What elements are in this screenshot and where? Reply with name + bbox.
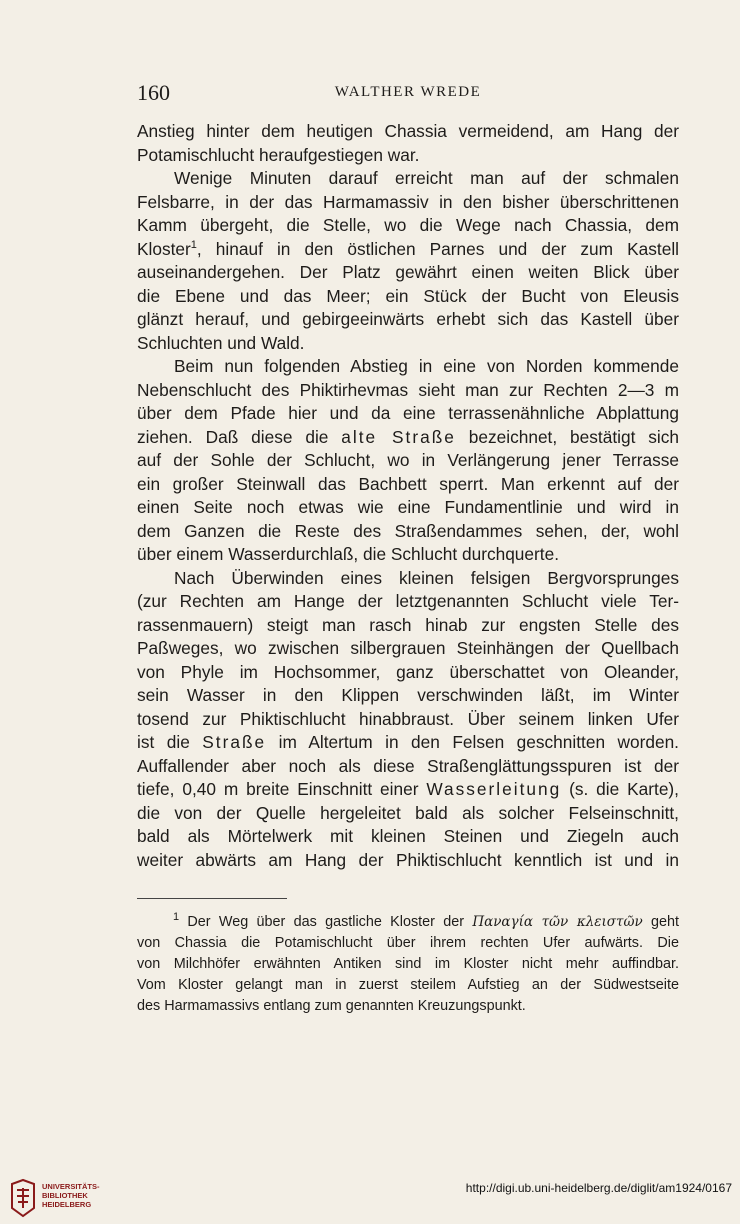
text-line: bald als Mörtelwerk mit kleinen Steinen und Ziegeln auch: [137, 826, 679, 846]
logo-line: HEIDELBERG: [42, 1200, 92, 1209]
text-line: Anstieg hinter dem heutigen Chassia vermeidend, am Hang der: [137, 121, 679, 141]
text-fragment: ziehen. Daß diese die: [137, 426, 342, 447]
library-seal-icon: [8, 1178, 38, 1218]
text-line: ein großer Steinwall das Bachbett sperrt. Man erkennt auf der: [137, 473, 679, 494]
text-line: über einem Wasserdurchlaß, die Schlucht durchquerte.: [137, 544, 559, 564]
text-line: [137, 426, 679, 450]
footnote-divider: [137, 898, 287, 899]
text-line: tosend zur Phiktischlucht hinabbraust. Über seinem linken Ufer: [137, 708, 679, 729]
text-line: Nebenschlucht des Phiktirhevmas sieht man zur Rechten 2—3 m: [137, 379, 679, 400]
footnote: [137, 912, 679, 1017]
footnote-line: [137, 912, 679, 933]
text-line: weiter abwärts am Hang der Phiktischlucht kenntlich ist und in: [137, 849, 679, 870]
text-line: [137, 238, 679, 262]
text-line: einen Seite noch etwas wie eine Fundamentlinie und wird in: [137, 497, 679, 517]
text-fragment: ist die: [137, 732, 203, 752]
text-fragment: Der Weg über das gastliche Kloster der: [179, 914, 473, 930]
text-fragment: tiefe, 0,40 m breite Einschnitt einer: [137, 779, 427, 799]
text-line: Paßweges, wo zwischen silbergrauen Steinhängen der Quellbach: [137, 638, 679, 658]
footnote-line: des Harmamassivs entlang zum genannten Kreuzungspunkt.: [137, 998, 526, 1014]
text-line: [137, 731, 679, 755]
text-line: über dem Pfade hier und da eine terrassenähnliche Abplattung: [137, 403, 679, 423]
text-fragment: Kloster: [137, 238, 191, 259]
text-line: Schluchten und Wald.: [137, 332, 305, 353]
footnote-ref[interactable]: 1: [190, 238, 197, 251]
spaced-emphasis: alte Straße: [341, 426, 456, 447]
text-line: Auffallender aber noch als diese Straßenglättungsspuren ist der: [137, 755, 679, 776]
text-fragment: bezeichnet, bestätigt sich: [455, 426, 679, 447]
footnote-line: Vom Kloster gelangt man in zuerst steilem Aufstieg an der Südwestseite: [137, 977, 679, 993]
text-line: Potamischlucht heraufgestiegen war.: [137, 144, 420, 165]
text-line: rassenmauern) steigt man rasch hinab zur engsten Stelle des: [137, 614, 679, 635]
spaced-emphasis: Wasserleitung: [426, 779, 562, 799]
source-url[interactable]: http://digi.ub.uni-heidelberg.de/diglit/am1924/0167: [465, 1181, 732, 1195]
body-text: [137, 120, 679, 872]
greek-text: Παναγία τῶν κλειστῶν: [472, 914, 643, 930]
text-fragment: geht: [642, 914, 679, 930]
text-line: glänzt herauf, und gebirgeeinwärts erhebt sich das Kastell über: [137, 309, 679, 329]
text-fragment: , hinauf in den östlichen Parnes und der zum Kastell: [196, 238, 679, 259]
text-fragment: (s. die Karte),: [561, 779, 679, 799]
text-line: Felsbarre, in der das Harmamassiv in den bisher überschrittenen: [137, 191, 679, 212]
page-number: 160: [137, 80, 170, 105]
footnote-marker: 1: [173, 911, 180, 924]
text-line: von Phyle im Hochsommer, ganz überschattet von Oleander,: [137, 661, 679, 682]
text-line: dem Ganzen die Reste des Straßendammes sehen, der, wohl: [137, 520, 679, 541]
footnote-line: von Milchhöfer erwähnten Antiken sind im Kloster nicht mehr auffindbar.: [137, 956, 679, 972]
text-line: Kamm übergeht, die Stelle, wo die Wege nach Chassia, dem: [137, 215, 679, 235]
library-logo[interactable]: [8, 1178, 168, 1218]
text-line: auseinandergehen. Der Platz gewährt einen weiten Blick über: [137, 262, 679, 282]
logo-line: BIBLIOTHEK: [42, 1191, 88, 1200]
page-header: [137, 80, 679, 110]
logo-line: UNIVERSITÄTS-: [42, 1182, 100, 1191]
text-line: Nach Überwinden eines kleinen felsigen Bergvorsprunges: [174, 567, 679, 588]
footnote-line: von Chassia die Potamischlucht über ihrem rechten Ufer aufwärts. Die: [137, 935, 679, 951]
text-line: sein Wasser in den Klippen verschwinden läßt, im Winter: [137, 685, 679, 705]
running-title: WALTHER WREDE: [334, 84, 482, 100]
text-line: (zur Rechten am Hange der letztgenannten Schlucht viele Ter-: [137, 591, 679, 611]
logo-text: [42, 1182, 100, 1209]
text-line: Wenige Minuten darauf erreicht man auf der schmalen: [174, 168, 679, 188]
text-line: auf der Sohle der Schlucht, wo in Verlängerung jener Terrasse: [137, 450, 679, 470]
text-fragment: im Altertum in den Felsen geschnitten worden.: [266, 732, 679, 752]
text-line: Beim nun folgenden Abstieg in eine von Norden kommende: [174, 356, 679, 376]
text-line: die von der Quelle hergeleitet bald als solcher Felseinschnitt,: [137, 802, 679, 823]
text-line: die Ebene und das Meer; ein Stück der Bucht von Eleusis: [137, 285, 679, 306]
spaced-emphasis: Straße: [202, 732, 267, 752]
text-line: [137, 778, 679, 802]
